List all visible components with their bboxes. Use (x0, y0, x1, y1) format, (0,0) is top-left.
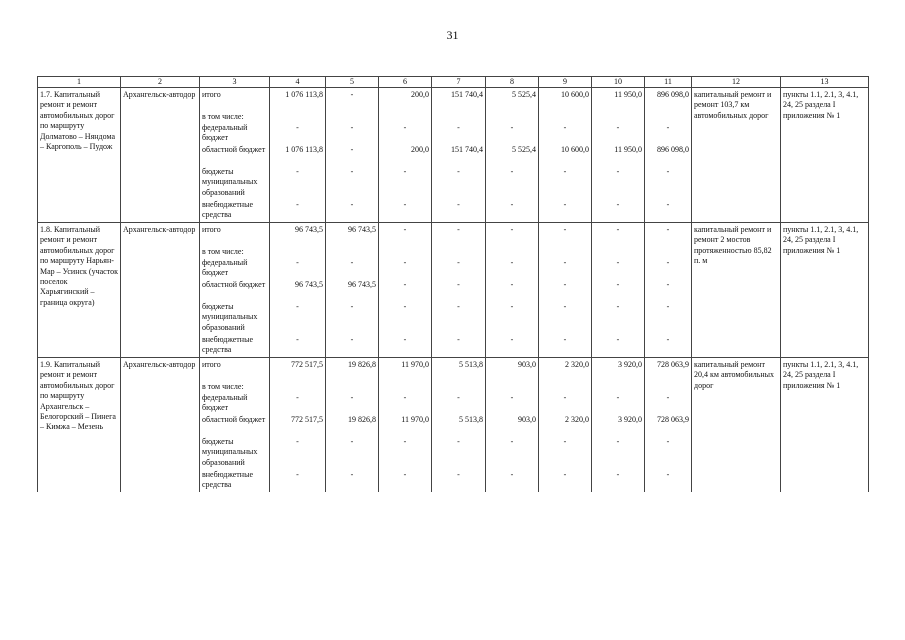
value-cell (592, 112, 645, 123)
column-header: 3 (200, 77, 270, 88)
value-cell: - (592, 470, 645, 492)
value-cell: 772 517,5 (270, 415, 326, 437)
value-cell: - (432, 123, 486, 145)
value-cell: 1 076 113,8 (270, 88, 326, 113)
value-cell: 151 740,4 (432, 88, 486, 113)
value-cell: - (270, 393, 326, 415)
page-number: 31 (446, 28, 459, 42)
value-cell: - (486, 470, 539, 492)
value-cell: - (539, 223, 592, 248)
column-header: 10 (592, 77, 645, 88)
value-cell (486, 112, 539, 123)
value-cell: 728 063,9 (645, 415, 692, 437)
value-cell: 11 950,0 (592, 145, 645, 167)
value-cell: - (432, 280, 486, 302)
value-cell: 2 320,0 (539, 358, 592, 383)
funding-source: в том числе: (200, 112, 270, 123)
value-cell: - (379, 393, 432, 415)
column-number-row (38, 77, 869, 88)
value-cell (432, 247, 486, 258)
funding-source: областной бюджет (200, 145, 270, 167)
value-cell: 2 320,0 (539, 415, 592, 437)
value-cell: - (486, 223, 539, 248)
column-header: 2 (121, 77, 200, 88)
value-cell: 903,0 (486, 358, 539, 383)
table-row (38, 88, 869, 113)
value-cell: 151 740,4 (432, 145, 486, 167)
column-header: 4 (270, 77, 326, 88)
value-cell: - (379, 470, 432, 492)
funding-source: областной бюджет (200, 415, 270, 437)
column-header: 5 (326, 77, 379, 88)
value-cell: - (592, 302, 645, 335)
value-cell: 200,0 (379, 145, 432, 167)
executor: Архангельск-автодор (121, 223, 200, 358)
funding-source: в том числе: (200, 247, 270, 258)
value-cell: 5 513,8 (432, 415, 486, 437)
column-header: 13 (781, 77, 869, 88)
value-cell (270, 382, 326, 393)
value-cell: 903,0 (486, 415, 539, 437)
value-cell: 19 826,8 (326, 415, 379, 437)
value-cell: - (486, 200, 539, 223)
value-cell: - (645, 470, 692, 492)
funding-source: бюджеты муниципальных образований (200, 167, 270, 200)
value-cell (270, 247, 326, 258)
expected-result: капитальный ремонт 20,4 км автомобильных дорог (692, 358, 781, 493)
value-cell: - (592, 167, 645, 200)
value-cell (645, 112, 692, 123)
value-cell (539, 382, 592, 393)
value-cell: - (645, 123, 692, 145)
value-cell: - (379, 223, 432, 248)
value-cell: - (326, 258, 379, 280)
value-cell: 10 600,0 (539, 145, 592, 167)
value-cell (270, 112, 326, 123)
column-header: 11 (645, 77, 692, 88)
funding-source: внебюджетные средства (200, 200, 270, 223)
value-cell (539, 247, 592, 258)
value-cell: - (432, 470, 486, 492)
value-cell: - (432, 223, 486, 248)
value-cell: - (486, 167, 539, 200)
value-cell: - (326, 302, 379, 335)
expected-result: капитальный ремонт и ремонт 2 мостов протяженностью 85,82 п. м (692, 223, 781, 358)
value-cell: - (432, 335, 486, 358)
value-cell: - (645, 223, 692, 248)
value-cell: - (270, 200, 326, 223)
value-cell: 5 513,8 (432, 358, 486, 383)
value-cell: 11 970,0 (379, 415, 432, 437)
value-cell: - (270, 258, 326, 280)
value-cell (645, 382, 692, 393)
funding-source: внебюджетные средства (200, 335, 270, 358)
value-cell (539, 112, 592, 123)
value-cell: 5 525,4 (486, 145, 539, 167)
value-cell: - (326, 335, 379, 358)
value-cell: - (326, 123, 379, 145)
value-cell: - (379, 437, 432, 470)
value-cell: - (270, 302, 326, 335)
value-cell: - (432, 200, 486, 223)
value-cell: 200,0 (379, 88, 432, 113)
value-cell: - (486, 437, 539, 470)
value-cell: 3 920,0 (592, 358, 645, 383)
value-cell: - (592, 393, 645, 415)
value-cell: - (539, 167, 592, 200)
value-cell: 772 517,5 (270, 358, 326, 383)
value-cell: - (326, 437, 379, 470)
program-table (37, 76, 869, 492)
value-cell: 96 743,5 (270, 280, 326, 302)
value-cell: - (645, 258, 692, 280)
column-header: 12 (692, 77, 781, 88)
value-cell: - (379, 280, 432, 302)
value-cell: - (432, 258, 486, 280)
value-cell: - (379, 200, 432, 223)
value-cell: - (379, 258, 432, 280)
value-cell: - (486, 335, 539, 358)
value-cell: - (592, 223, 645, 248)
value-cell: - (326, 88, 379, 113)
value-cell (592, 247, 645, 258)
value-cell: - (379, 335, 432, 358)
value-cell: - (645, 393, 692, 415)
value-cell: - (270, 437, 326, 470)
column-header: 7 (432, 77, 486, 88)
value-cell: - (486, 393, 539, 415)
value-cell: - (539, 200, 592, 223)
value-cell: - (432, 437, 486, 470)
value-cell (645, 247, 692, 258)
funding-source: итого (200, 358, 270, 383)
value-cell: - (645, 167, 692, 200)
value-cell: - (592, 258, 645, 280)
value-cell: - (379, 302, 432, 335)
value-cell: - (645, 280, 692, 302)
table-row (38, 223, 869, 248)
value-cell: - (486, 302, 539, 335)
value-cell: - (539, 437, 592, 470)
value-cell: - (270, 123, 326, 145)
value-cell: - (592, 335, 645, 358)
value-cell: 896 098,0 (645, 145, 692, 167)
value-cell: - (486, 280, 539, 302)
funding-source: федеральный бюджет (200, 123, 270, 145)
value-cell (326, 112, 379, 123)
value-cell: - (379, 167, 432, 200)
value-cell: 11 950,0 (592, 88, 645, 113)
value-cell: - (645, 437, 692, 470)
funding-source: бюджеты муниципальных образований (200, 302, 270, 335)
value-cell: 10 600,0 (539, 88, 592, 113)
value-cell: 96 743,5 (326, 223, 379, 248)
value-cell: - (270, 167, 326, 200)
value-cell: - (539, 280, 592, 302)
value-cell (326, 247, 379, 258)
value-cell (432, 112, 486, 123)
column-header: 6 (379, 77, 432, 88)
value-cell: - (539, 302, 592, 335)
item-title: 1.8. Капитальный ремонт и ремонт автомобильных дорог по маршруту Нарьян-Мар – Усинск (участок поселок Харьягинский – граница округа) (38, 223, 121, 358)
funding-source: итого (200, 223, 270, 248)
value-cell: 728 063,9 (645, 358, 692, 383)
value-cell (379, 382, 432, 393)
value-cell: - (539, 258, 592, 280)
value-cell: - (645, 335, 692, 358)
value-cell: - (486, 258, 539, 280)
value-cell: - (592, 123, 645, 145)
value-cell: - (432, 393, 486, 415)
funding-source: федеральный бюджет (200, 258, 270, 280)
value-cell: - (379, 123, 432, 145)
table-row (38, 358, 869, 383)
value-cell (432, 382, 486, 393)
value-cell: 19 826,8 (326, 358, 379, 383)
value-cell: - (486, 123, 539, 145)
value-cell: - (326, 393, 379, 415)
value-cell: - (539, 123, 592, 145)
value-cell: 96 743,5 (326, 280, 379, 302)
value-cell: 896 098,0 (645, 88, 692, 113)
value-cell: - (326, 145, 379, 167)
value-cell: 5 525,4 (486, 88, 539, 113)
item-title: 1.7. Капитальный ремонт и ремонт автомобильных дорог по маршруту Долматово – Няндома – Каргополь – Пудож (38, 88, 121, 223)
executor: Архангельск-автодор (121, 358, 200, 493)
value-cell: - (326, 200, 379, 223)
value-cell: 3 920,0 (592, 415, 645, 437)
value-cell: - (539, 393, 592, 415)
value-cell (379, 247, 432, 258)
value-cell: - (270, 335, 326, 358)
funding-source: итого (200, 88, 270, 113)
value-cell (379, 112, 432, 123)
basis: пункты 1.1, 2.1, 3, 4.1, 24, 25 раздела I приложения № 1 (781, 88, 869, 223)
basis: пункты 1.1, 2.1, 3, 4.1, 24, 25 раздела I приложения № 1 (781, 358, 869, 493)
value-cell: - (592, 200, 645, 223)
value-cell: - (326, 470, 379, 492)
value-cell (486, 247, 539, 258)
funding-source: внебюджетные средства (200, 470, 270, 492)
funding-source: в том числе: (200, 382, 270, 393)
value-cell: 11 970,0 (379, 358, 432, 383)
table-body (38, 88, 869, 493)
column-header: 9 (539, 77, 592, 88)
funding-source: областной бюджет (200, 280, 270, 302)
value-cell (326, 382, 379, 393)
item-title: 1.9. Капитальный ремонт и ремонт автомобильных дорог по маршруту Архангельск – Белогорский – Пинега – Кимжа – Мезень (38, 358, 121, 493)
value-cell: 1 076 113,8 (270, 145, 326, 167)
value-cell: - (270, 470, 326, 492)
basis: пункты 1.1, 2.1, 3, 4.1, 24, 25 раздела I приложения № 1 (781, 223, 869, 358)
expected-result: капитальный ремонт и ремонт 103,7 км автомобильных дорог (692, 88, 781, 223)
value-cell: - (645, 200, 692, 223)
funding-source: федеральный бюджет (200, 393, 270, 415)
value-cell: - (432, 302, 486, 335)
value-cell (486, 382, 539, 393)
value-cell: - (592, 280, 645, 302)
column-header: 1 (38, 77, 121, 88)
executor: Архангельск-автодор (121, 88, 200, 223)
value-cell: - (592, 437, 645, 470)
value-cell: 96 743,5 (270, 223, 326, 248)
value-cell: - (326, 167, 379, 200)
value-cell: - (539, 470, 592, 492)
value-cell: - (432, 167, 486, 200)
column-header: 8 (486, 77, 539, 88)
value-cell (592, 382, 645, 393)
value-cell: - (539, 335, 592, 358)
value-cell: - (645, 302, 692, 335)
funding-source: бюджеты муниципальных образований (200, 437, 270, 470)
